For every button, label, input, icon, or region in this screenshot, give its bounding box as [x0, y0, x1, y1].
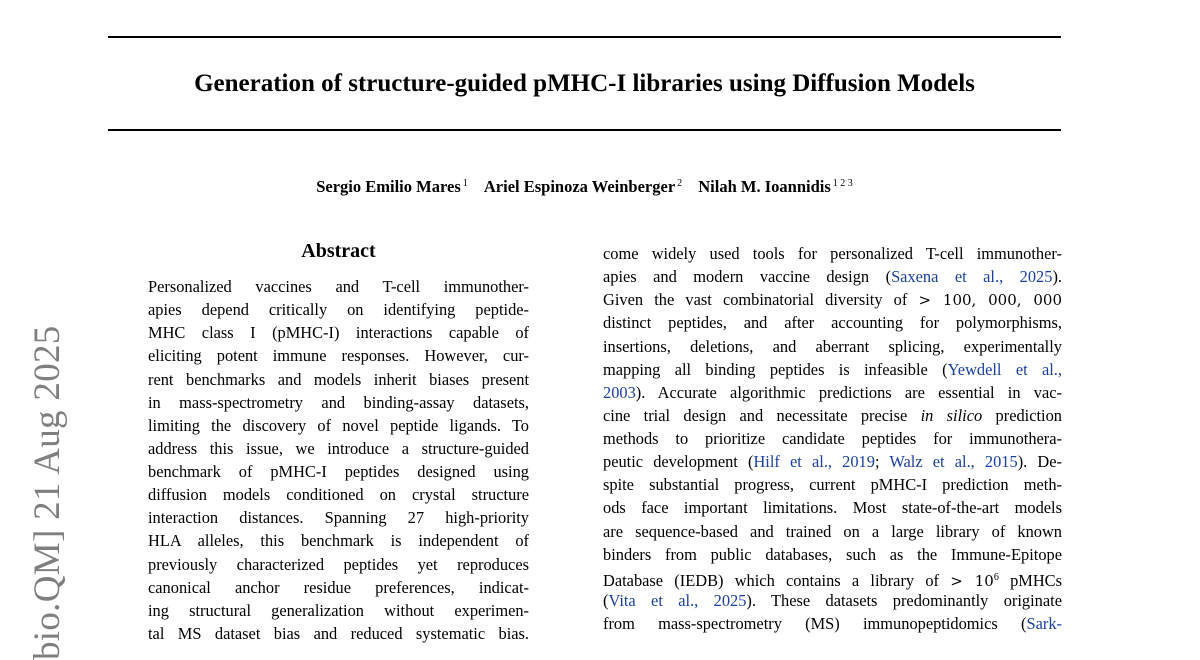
abstract-line: rent benchmarks and models inherit biases present: [148, 369, 529, 389]
citation-link[interactable]: Hilf et al., 2019: [753, 452, 875, 472]
body-text: ). These datasets predominantly originate: [746, 590, 1062, 610]
body-line: [603, 358, 1062, 381]
body-text: prediction: [982, 405, 1062, 425]
citation-link[interactable]: 2003: [603, 382, 636, 402]
abstract-line: Personalized vaccines and T-cell immunother-: [148, 277, 529, 296]
body-text: insertions, deletions, and aberrant splicing, experimentally: [603, 336, 1062, 356]
body-text: Given the vast combinatorial diversity of: [603, 290, 919, 310]
body-text: methods to prioritize candidate peptides for immunothera-: [603, 429, 1062, 448]
citation-link[interactable]: Sark-: [1026, 614, 1062, 633]
abstract-line: MHC class I (pMHC-I) interactions capable of: [148, 323, 529, 343]
body-line: [603, 311, 1062, 334]
author-affiliation: 1 2 3: [832, 178, 853, 189]
body-column: [603, 242, 1062, 635]
abstract-line: benchmark of pMHC-I peptides designed using: [148, 462, 529, 481]
body-text: ).: [1052, 267, 1062, 287]
author-list: [108, 173, 1061, 198]
author-name: Nilah M. Ioannidis: [698, 177, 831, 196]
author-name: Ariel Espinoza Weinberger: [483, 177, 676, 196]
abstract-heading: Abstract: [301, 240, 376, 262]
paper-title: Generation of structure-guided pMHC-I libraries using Diffusion Models: [194, 70, 975, 97]
body-text: ;: [874, 452, 890, 472]
body-line: [603, 589, 1062, 612]
citation-link[interactable]: Saxena et al., 2025: [891, 267, 1053, 287]
body-text: ). Accurate algorithmic predictions are essential in vac-: [635, 382, 1062, 402]
body-text: cine trial design and necessitate precise: [603, 405, 921, 425]
body-line: [603, 612, 1062, 635]
author-name: Sergio Emilio Mares: [316, 177, 461, 196]
title-rule-bottom: [108, 129, 1061, 131]
abstract-line: in mass-spectrometry and binding-assay datasets,: [148, 392, 529, 412]
body-line: [603, 427, 1062, 450]
body-text: Database (IEDB) which contains a library of: [603, 570, 951, 590]
body-line: [603, 543, 1062, 566]
body-text: are sequence-based and trained on a large library of known: [603, 521, 1062, 541]
author-affiliation: 2: [677, 178, 683, 189]
body-text: binders from public databases, such as the Immune-Epitope: [603, 544, 1062, 564]
abstract-line: ing structural generalization without experimen-: [148, 600, 529, 620]
body-text: mapping all binding peptides is infeasible (: [603, 359, 948, 379]
body-text: come widely used tools for personalized T-cell immunother-: [603, 244, 1062, 263]
author: [698, 173, 853, 198]
abstract-line: previously characterized peptides yet reproduces: [148, 554, 529, 574]
abstract-body: [148, 275, 529, 645]
body-line: [603, 566, 1062, 589]
body-line: [603, 265, 1062, 288]
abstract-line: limiting the discovery of novel peptide ligands. To: [148, 415, 529, 435]
author: [316, 173, 468, 198]
body-text: ). De-: [1017, 452, 1062, 472]
italic-text: in silico: [920, 405, 983, 425]
math-expression: > 10: [950, 571, 994, 590]
body-line: [603, 335, 1062, 358]
arxiv-stamp: bio.QM] 21 Aug 2025: [27, 325, 68, 660]
body-line: [603, 288, 1062, 311]
body-line: [603, 404, 1062, 427]
abstract-line: apies depend critically on identifying peptide-: [148, 300, 529, 320]
abstract-line: eliciting potent immune responses. However, cur-: [148, 346, 529, 366]
body-text: distinct peptides, and after accounting for polymorphisms,: [603, 313, 1062, 333]
body-line: [603, 520, 1062, 543]
math-expression: > 100, 000, 000: [918, 291, 1062, 310]
title-rule-top: [108, 36, 1061, 38]
abstract-line: HLA alleles, this benchmark is independent of: [148, 531, 529, 551]
citation-link[interactable]: Yewdell et al.,: [947, 359, 1063, 379]
body-text: pMHCs: [998, 570, 1062, 590]
abstract-line: diffusion models conditioned on crystal structure: [148, 485, 529, 505]
abstract-line: tal MS dataset bias and reduced systematic bias.: [148, 623, 529, 643]
body-text: apies and modern vaccine design (: [603, 267, 892, 287]
citation-link[interactable]: Vita et al., 2025: [608, 590, 747, 610]
body-text: (: [603, 590, 609, 610]
author-affiliation: 1: [462, 178, 468, 189]
body-text: peutic development (: [603, 452, 754, 472]
abstract-line: interaction distances. Spanning 27 high-priority: [148, 508, 529, 528]
body-text: ods face important limitations. Most state-of-the-art models: [603, 498, 1062, 518]
body-line: [603, 242, 1062, 265]
body-line: [603, 496, 1062, 519]
body-line: [603, 381, 1062, 404]
citation-link[interactable]: Walz et al., 2015: [889, 452, 1018, 472]
body-line: [603, 450, 1062, 473]
abstract-line: canonical anchor residue preferences, indicat-: [148, 577, 529, 597]
body-text: spite substantial progress, current pMHC-I prediction meth-: [603, 475, 1062, 495]
author: [484, 173, 682, 198]
body-line: [603, 473, 1062, 496]
body-text: from mass-spectrometry (MS) immunopeptidomics (: [603, 614, 1027, 633]
math-exponent: 6: [993, 571, 999, 583]
abstract-line: address this issue, we introduce a structure-guided: [148, 438, 529, 458]
